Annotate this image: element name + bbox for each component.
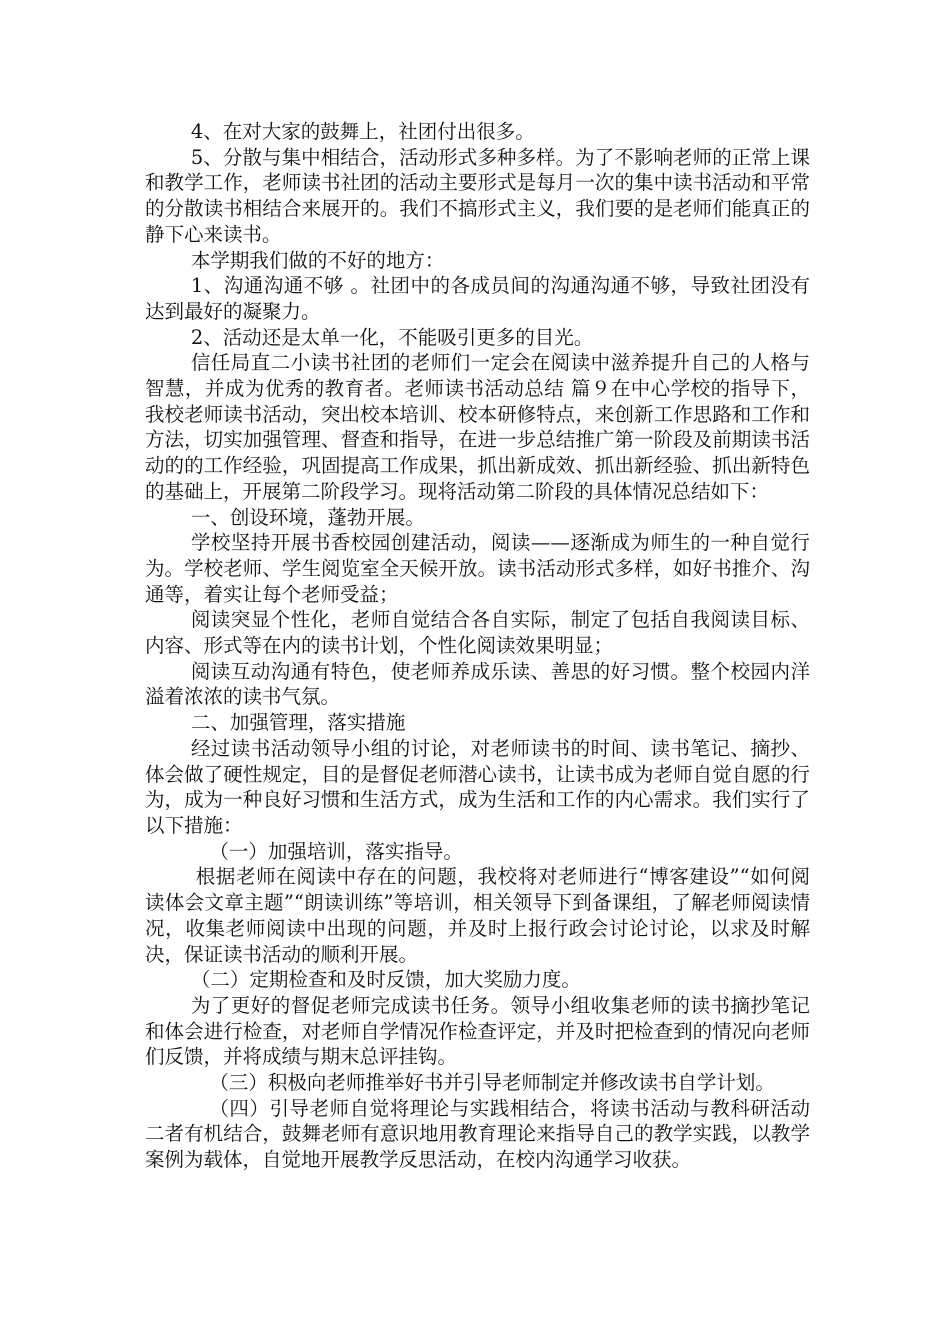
- paragraph-item-4: 4、在对大家的鼓舞上，社团付出很多。: [190, 120, 535, 143]
- paragraph-item-5: 5、分散与集中相结合，活动形式多种多样。为了不影响老师的正常上课和教学工作，老师读书社团的活动主要形式是每月一次的集中读书活动和平常的分散读书相结合来展开的。我们不搞形式主义，我们要的是老师们能真正的静下心来读书。: [145, 145, 810, 246]
- paragraph-shortcoming-1: 1、沟通沟通不够 。社团中的各成员间的沟通沟通不够，导致社团没有达到最好的凝聚力。: [145, 274, 810, 323]
- document-body: [145, 119, 810, 1173]
- paragraph-summary-intro: 信任局直二小读书社团的老师们一定会在阅读中滋养提升自己的人格与智慧，并成为优秀的教育者。老师读书活动总结 篇９在中心学校的指导下，我校老师读书活动，突出校本培训、校本研修特点，来创新工作思路和工作和方法，切实加强管理、督查和指导，在进一步总结推广第一阶段及前期读书活动的的工作经验，巩固提高工作成果，抓出新成效、抓出新经验、抓出新特色的基础上，开展第二阶段学习。现将活动第二阶段的具体情况总结如下：: [145, 351, 810, 503]
- section-heading-2: 二、加强管理，落实措施: [190, 711, 406, 735]
- paragraph-management: 经过读书活动领导小组的讨论，对老师读书的时间、读书笔记、摘抄、体会做了硬性规定，目的是督促老师潜心读书，让读书成为老师自觉自愿的行为，成为一种良好习惯和生活方式，成为生活和工作的内心需求。我们实行了以下措施：: [145, 736, 810, 837]
- section-heading-1: 一、创设环境，蓬勃开展。: [190, 505, 425, 529]
- subheading-4: （四）引导老师自觉将理论与实践相结合，将读书活动与教科研活动二者有机结合，鼓舞老师有意识地用教育理论来指导自己的教学实践，以教学案例为载体，自觉地开展教学反思活动，在校内沟通学习收获。: [145, 1096, 810, 1172]
- paragraph-inspection: 为了更好的督促老师完成读书任务。领导小组收集老师的读书摘抄笔记和体会进行检查，对老师自学情况作检查评定，并及时把检查到的情况向老师们反馈，并将成绩与期末总评挂钩。: [145, 993, 810, 1069]
- subheading-3: （三）积极向老师推举好书并引导老师制定并修改读书自学计划。: [209, 1071, 775, 1095]
- paragraph-campus-reading: 学校坚持开展书香校园创建活动，阅读——逐渐成为师生的一种自觉行为。学校老师、学生阅览室全天候开放。读书活动形式多样，如好书推介、沟通等，着实让每个老师受益；: [145, 531, 810, 606]
- paragraph-shortcoming-2: 2、活动还是太单一化，不能吸引更多的目光。: [190, 325, 594, 349]
- subheading-2: （二）定期检查和及时反馈，加大奖励力度。: [190, 968, 581, 992]
- paragraph-shortcomings-heading: 本学期我们做的不好的地方：: [190, 248, 445, 272]
- paragraph-interactive-reading: 阅读互动沟通有特色，使老师养成乐读、善思的好习惯。整个校园内洋溢着浓浓的读书气氛。: [145, 659, 810, 709]
- paragraph-personalized-reading: 阅读突显个性化，老师自觉结合各自实际，制定了包括自我阅读目标、内容、形式等在内的读书计划，个性化阅读效果明显；: [145, 608, 810, 658]
- subheading-1: （一）加强培训，落实指导。: [209, 839, 463, 863]
- paragraph-training: 根据老师在阅读中存在的问题，我校将对老师进行“博客建设”“如何阅读体会文章主题”“朗读训练”等培训，相关领导下到备课组，了解老师阅读情况，收集老师阅读中出现的问题，并及时上报行政会讨论讨论，以求及时解决，保证读书活动的顺利开展。: [145, 865, 810, 966]
